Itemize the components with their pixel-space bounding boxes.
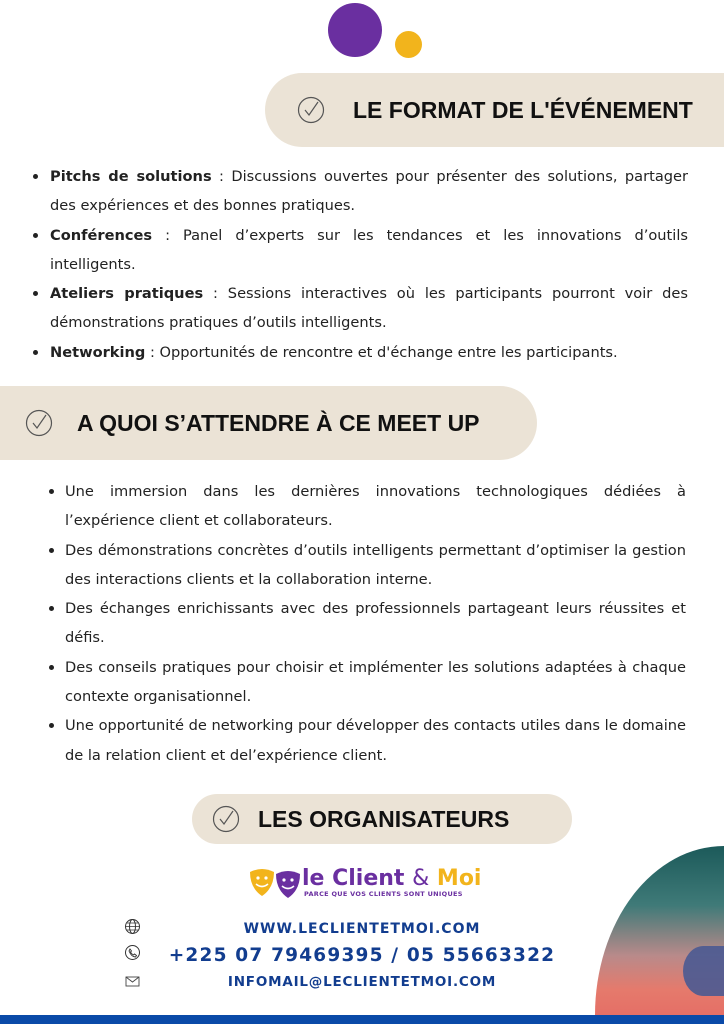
sky-image-decoration — [595, 846, 724, 1015]
section-header-expectations — [0, 386, 537, 460]
list-item: Des conseils pratiques pour choisir et implémenter les solutions adaptées à chaque contexte organisationnel. — [65, 653, 686, 712]
list-item: Networking : Opportunités de rencontre et d'échange entre les participants. — [50, 338, 688, 367]
theater-masks-icon — [248, 866, 302, 900]
section-title: A QUOI S’ATTENDRE À CE MEET UP — [77, 409, 480, 436]
section-header-format — [265, 73, 724, 147]
check-circle-icon — [212, 805, 240, 833]
email-link[interactable]: INFOMAIL@LECLIENTETMOI.COM — [227, 974, 497, 990]
logo — [248, 866, 481, 900]
list-item: Des démonstrations concrètes d’outils intelligents permettant d’optimiser la gestion des interactions clients et la collaboration interne. — [65, 536, 686, 595]
list-item: Conférences : Panel d’experts sur les tendances et les innovations d’outils intelligents. — [50, 221, 688, 280]
section-title: LES ORGANISATEURS — [258, 805, 510, 832]
list-item: Ateliers pratiques : Sessions interactives où les participants pourront voir des démonstrations pratiques d’outils intelligents. — [50, 279, 688, 338]
brand-name: le Client & Moi — [302, 866, 482, 891]
list-item: Pitchs de solutions : Discussions ouvertes pour présenter des solutions, partager des expériences et des bonnes pratiques. — [50, 162, 688, 221]
check-circle-icon — [25, 409, 53, 437]
yellow-circle-decoration — [395, 31, 422, 58]
list-item: Une immersion dans les dernières innovations technologiques dédiées à l’expérience client et collaborateurs. — [65, 477, 686, 536]
list-item: Des échanges enrichissants avec des professionnels partageant leurs réussites et défis. — [65, 594, 686, 653]
brand-tagline: PARCE QUE VOS CLIENTS SONT UNIQUES — [304, 890, 463, 898]
section-header-organizers — [192, 794, 572, 844]
check-circle-icon — [297, 96, 325, 124]
expectations-list — [65, 477, 686, 770]
purple-circle-decoration — [328, 3, 382, 57]
bottom-bar — [0, 1015, 724, 1024]
section-title: LE FORMAT DE L'ÉVÉNEMENT — [353, 96, 693, 123]
list-item: Une opportunité de networking pour développer des contacts utiles dans le domaine de la relation client et del’expérience client. — [65, 711, 686, 770]
format-list — [50, 162, 688, 367]
phone-number: +225 07 79469395 / 05 55663322 — [168, 945, 556, 966]
website-link[interactable]: WWW.LECLIENTETMOI.COM — [243, 921, 481, 937]
